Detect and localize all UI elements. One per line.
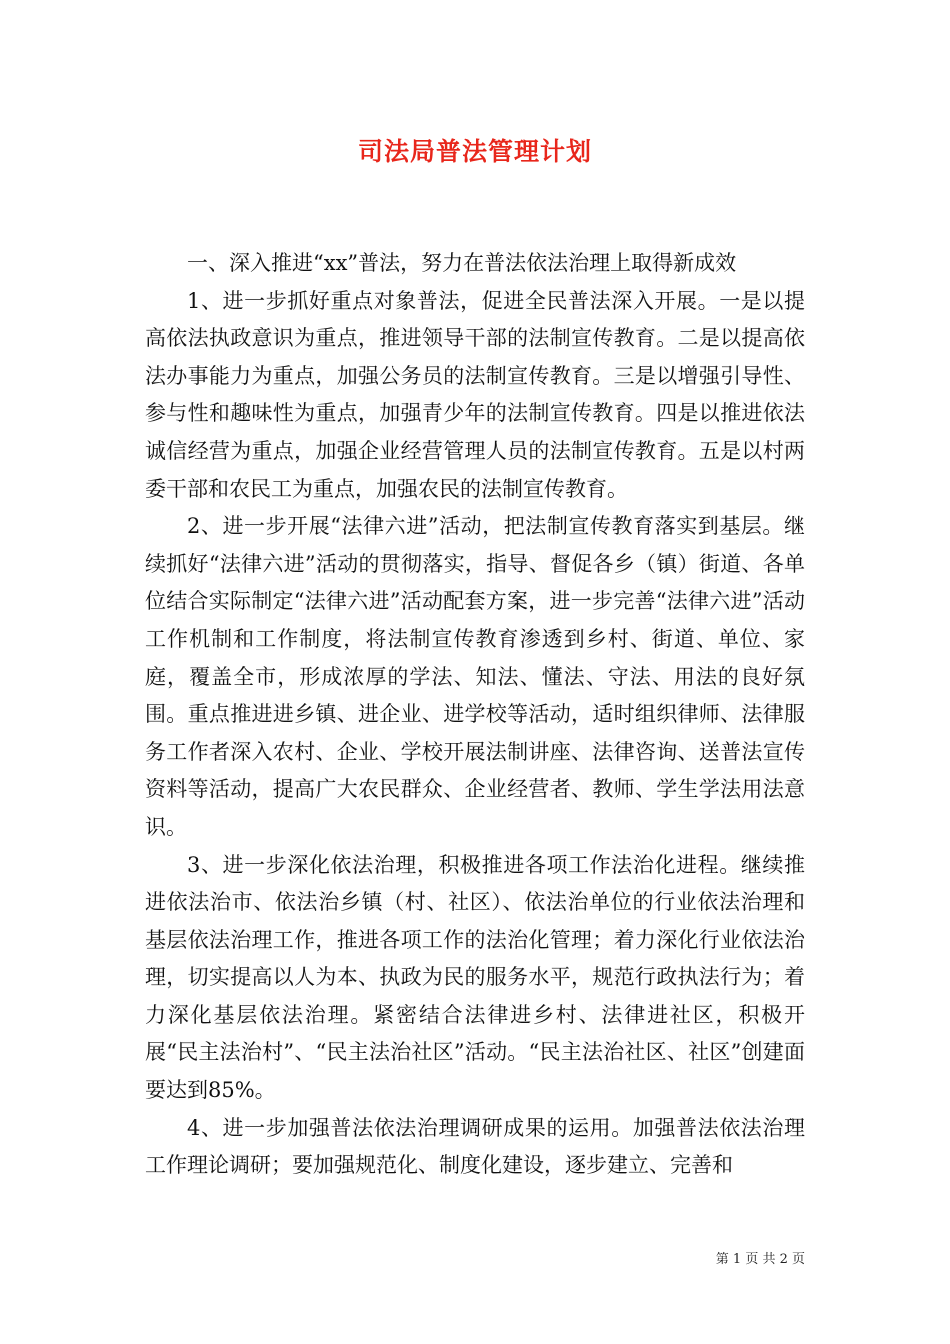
- paragraph-3: 3、进一步深化依法治理，积极推进各项工作法治化进程。继续推进依法治市、依法治乡镇（村、社区）、依法治单位的行业依法治理和基层依法治理工作，推进各项工作的法治化管理；着力深化行业依法治理，切实提高以人为本、执政为民的服务水平，规范行政执法行为；着力深化基层依法治理。紧密结合法律进乡村、法律进社区，积极开展“民主法治村”、“民主法治社区”活动。“民主法治社区、社区”创建面要达到85%。: [145, 852, 805, 1103]
- paragraph-1: 1、进一步抓好重点对象普法，促进全民普法深入开展。一是以提高依法执政意识为重点，推进领导干部的法制宣传教育。二是以提高依法办事能力为重点，加强公务员的法制宣传教育。三是以增强引导性、参与性和趣味性为重点，加强青少年的法制宣传教育。四是以推进依法诚信经营为重点，加强企业经营管理人员的法制宣传教育。五是以村两委干部和农民工为重点，加强农民的法制宣传教育。: [145, 288, 805, 501]
- paragraph-4: 4、进一步加强普法依法治理调研成果的运用。加强普法依法治理工作理论调研；要加强规范化、制度化建设，逐步建立、完善和: [145, 1115, 805, 1178]
- document-body: [145, 245, 805, 1185]
- page-footer: 第 1 页 共 2 页: [715, 1252, 805, 1267]
- section-heading: 一、深入推进“xx”普法，努力在普法依法治理上取得新成效: [187, 251, 737, 275]
- paragraph-2: 2、进一步开展“法律六进”活动，把法制宣传教育落实到基层。继续抓好“法律六进”活动的贯彻落实，指导、督促各乡（镇）街道、各单位结合实际制定“法律六进”活动配套方案，进一步完善“法律六进”活动工作机制和工作制度，将法制宣传教育渗透到乡村、街道、单位、家庭，覆盖全市，形成浓厚的学法、知法、懂法、守法、用法的良好氛围。重点推进进乡镇、进企业、进学校等活动，适时组织律师、法律服务工作者深入农村、企业、学校开展法制讲座、法律咨询、送普法宣传资料等活动，提高广大农民群众、企业经营者、教师、学生学法用法意识。: [145, 514, 805, 839]
- page-title: 司法局普法管理计划: [357, 137, 592, 166]
